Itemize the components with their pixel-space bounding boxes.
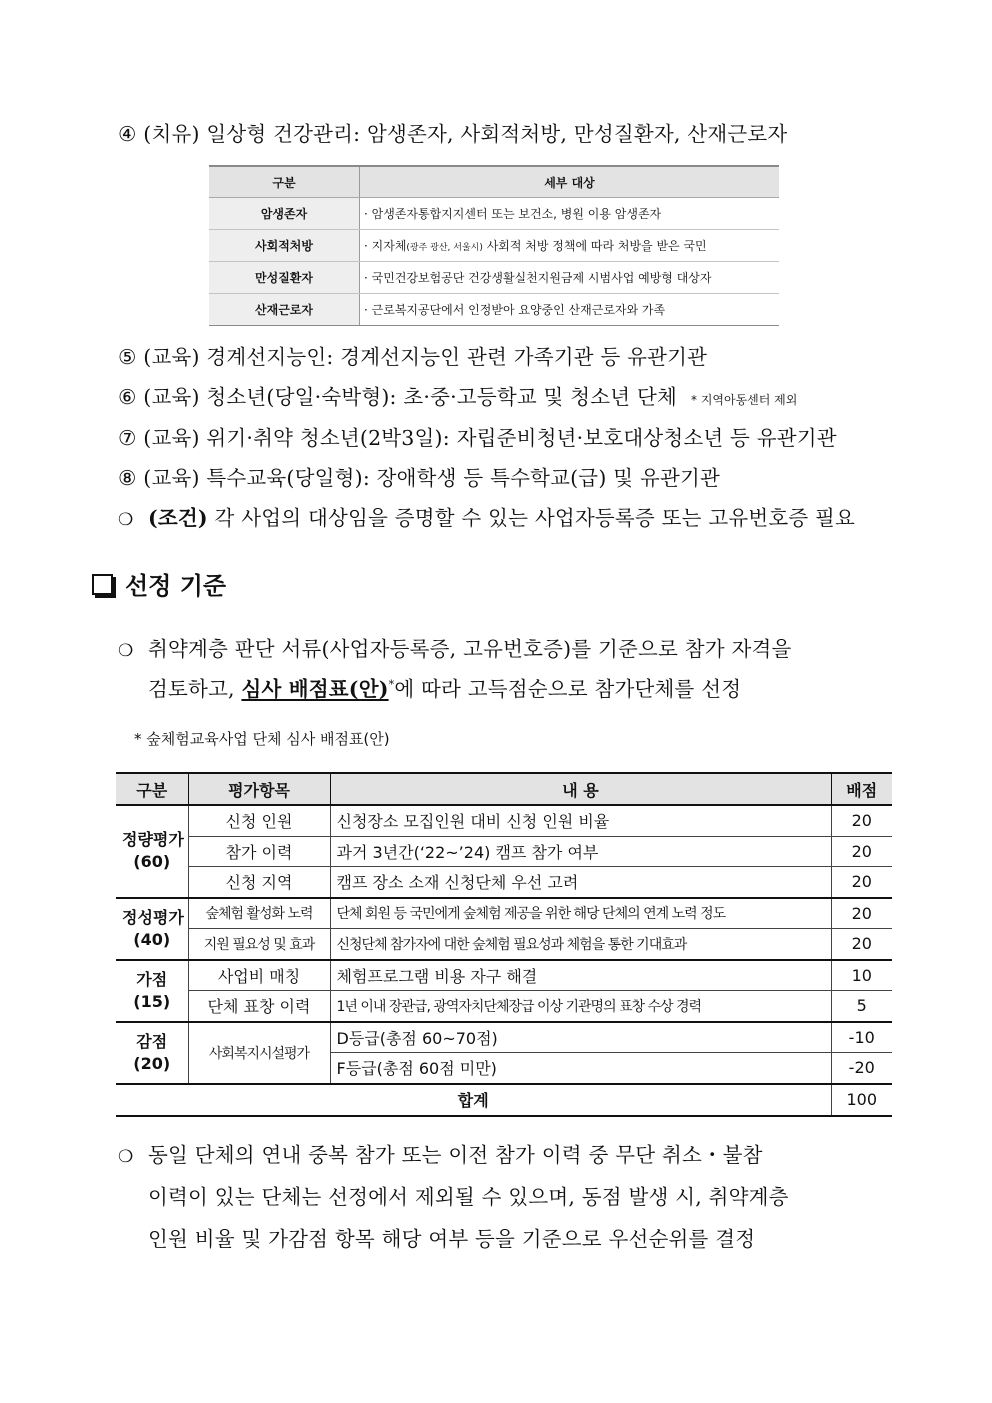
item-number: ⑧ xyxy=(118,466,137,490)
header-category: 구분 xyxy=(116,773,188,805)
eval-item: 지원 필요성 및 효과 xyxy=(188,929,330,960)
criteria-text-1: 취약계층 판단 서류(사업자등록증, 고유번호증)를 기준으로 참가 자격을 xyxy=(148,637,792,661)
total-score: 100 xyxy=(831,1084,892,1116)
target-table xyxy=(209,165,779,326)
row-value-small: (광주 광산, 서울시) xyxy=(406,243,483,253)
table-row xyxy=(116,836,892,867)
item-7 xyxy=(118,421,837,451)
table-row xyxy=(209,230,779,262)
total-label: 합계 xyxy=(116,1084,831,1116)
eval-score: 20 xyxy=(831,929,892,960)
eval-score: 20 xyxy=(831,805,892,836)
eval-score: -20 xyxy=(831,1053,892,1084)
row-value: · 국민건강보험공단 건강생활실천지원금제 시범사업 예방형 대상자 xyxy=(360,262,780,294)
item-text: (교육) 위기·취약 청소년(2박3일): 자립준비청년·보호대상청소년 등 유관기관 xyxy=(143,426,837,450)
table-row xyxy=(209,262,779,294)
condition-label: (조건) xyxy=(148,506,208,530)
score-table-header xyxy=(116,773,892,805)
item-number: ④ xyxy=(118,122,137,146)
item-note: * 지역아동센터 제외 xyxy=(691,393,798,407)
item-number: ⑤ xyxy=(118,345,137,369)
table-row xyxy=(116,898,892,929)
bullet-icon: ❍ xyxy=(118,1147,134,1167)
eval-score: -10 xyxy=(831,1022,892,1053)
table-row xyxy=(116,1022,892,1053)
bullet-icon: ❍ xyxy=(118,641,134,661)
eval-content: 캠프 장소 소재 신청단체 우선 고려 xyxy=(330,867,831,898)
eval-item: 사회복지시설평가 xyxy=(188,1022,330,1084)
item-5 xyxy=(118,340,707,370)
eval-score: 5 xyxy=(831,991,892,1022)
category-name: 감점 xyxy=(136,1031,168,1051)
category-bonus xyxy=(116,960,188,1022)
total-row xyxy=(116,1084,892,1116)
eval-content: 신청단체 참가자에 대한 숲체험 필요성과 체험을 통한 기대효과 xyxy=(330,929,831,960)
closing-text-1: 동일 단체의 연내 중복 참가 또는 이전 참가 이력 중 무단 취소・불참 xyxy=(148,1143,763,1167)
eval-score: 10 xyxy=(831,960,892,991)
criteria-line-2 xyxy=(148,672,741,702)
category-name: 정성평가 xyxy=(122,907,184,927)
eval-score: 20 xyxy=(831,836,892,867)
footnote-mark: * xyxy=(388,678,395,692)
eval-content: F등급(총점 60점 미만) xyxy=(330,1053,831,1084)
criteria-text-2-pre: 검토하고, xyxy=(148,677,242,701)
row-key: 암생존자 xyxy=(209,198,360,230)
table-row xyxy=(209,294,779,326)
item-8 xyxy=(118,461,720,491)
eval-item: 신청 인원 xyxy=(188,805,330,836)
eval-score: 20 xyxy=(831,867,892,898)
row-value xyxy=(360,230,780,262)
section-heading xyxy=(92,566,226,601)
item-text: (교육) 특수교육(당일형): 장애학생 등 특수학교(급) 및 유관기관 xyxy=(143,466,720,490)
category-points: (20) xyxy=(133,1053,171,1073)
row-value: · 근로복지공단에서 인정받아 요양중인 산재근로자와 가족 xyxy=(360,294,780,326)
eval-content: 과거 3년간(‘22~’24) 캠프 참가 여부 xyxy=(330,836,831,867)
category-name: 가점 xyxy=(136,969,168,989)
item-6 xyxy=(118,380,797,410)
category-qualitative xyxy=(116,898,188,960)
item-text: (교육) 청소년(당일·숙박형): 초·중·고등학교 및 청소년 단체 xyxy=(143,385,677,409)
score-table-link: 심사 배점표(안) xyxy=(241,677,389,701)
row-value: · 암생존자통합지지센터 또는 보건소, 병원 이용 암생존자 xyxy=(360,198,780,230)
header-category: 구분 xyxy=(209,166,360,198)
eval-item: 단체 표창 이력 xyxy=(188,991,330,1022)
item-4 xyxy=(118,117,787,147)
row-key: 만성질환자 xyxy=(209,262,360,294)
table-row xyxy=(116,867,892,898)
row-value-post: 사회적 처방 정책에 따라 처방을 받은 국민 xyxy=(482,239,707,253)
item-number: ⑥ xyxy=(118,385,137,409)
row-key: 산재근로자 xyxy=(209,294,360,326)
criteria-text-2-post: 에 따라 고득점순으로 참가단체를 선정 xyxy=(394,677,742,701)
closing-line-3: 인원 비율 및 가감점 항목 해당 여부 등을 기준으로 우선순위를 결정 xyxy=(148,1227,756,1251)
header-item: 평가항목 xyxy=(188,773,330,805)
category-name: 정량평가 xyxy=(122,830,184,850)
eval-content: 체험프로그램 비용 자구 해결 xyxy=(330,960,831,991)
header-detail: 세부 대상 xyxy=(360,166,780,198)
row-key: 사회적처방 xyxy=(209,230,360,262)
category-points: (60) xyxy=(133,852,171,872)
table-row xyxy=(116,960,892,991)
checkbox-icon xyxy=(92,574,113,595)
bullet-icon: ❍ xyxy=(118,510,134,530)
header-score: 배점 xyxy=(831,773,892,805)
eval-content: 단체 회원 등 국민에게 숲체험 제공을 위한 해당 단체의 연계 노력 정도 xyxy=(330,898,831,929)
category-penalty xyxy=(116,1022,188,1084)
item-number: ⑦ xyxy=(118,426,137,450)
footnote: * 숲체험교육사업 단체 심사 배점표(안) xyxy=(134,730,390,748)
table-row xyxy=(116,929,892,960)
section-title: 선정 기준 xyxy=(125,572,227,600)
eval-item: 참가 이력 xyxy=(188,836,330,867)
eval-score: 20 xyxy=(831,898,892,929)
criteria-line-1 xyxy=(118,632,792,662)
eval-content: 신청장소 모집인원 대비 신청 인원 비율 xyxy=(330,805,831,836)
eval-item: 사업비 매칭 xyxy=(188,960,330,991)
score-table xyxy=(116,772,892,1117)
header-content: 내 용 xyxy=(330,773,831,805)
table-row xyxy=(116,805,892,836)
table-row xyxy=(209,198,779,230)
closing-line-1 xyxy=(118,1138,763,1168)
closing-line-2: 이력이 있는 단체는 선정에서 제외될 수 있으며, 동점 발생 시, 취약계층 xyxy=(148,1185,789,1209)
target-table-header xyxy=(209,166,779,198)
item-text: (교육) 경계선지능인: 경계선지능인 관련 가족기관 등 유관기관 xyxy=(143,345,708,369)
eval-item: 숲체험 활성화 노력 xyxy=(188,898,330,929)
row-value-pre: · 지자체 xyxy=(364,239,407,253)
table-row xyxy=(116,991,892,1022)
eval-content: 1년 이내 장관급, 광역자치단체장급 이상 기관명의 표창 수상 경력 xyxy=(330,991,831,1022)
category-quantitative xyxy=(116,805,188,898)
eval-content: D등급(총점 60~70점) xyxy=(330,1022,831,1053)
eval-item: 신청 지역 xyxy=(188,867,330,898)
item-text: (치유) 일상형 건강관리: 암생존자, 사회적처방, 만성질환자, 산재근로자 xyxy=(143,122,788,146)
category-points: (40) xyxy=(133,929,171,949)
category-points: (15) xyxy=(133,991,171,1011)
condition-text: 각 사업의 대상임을 증명할 수 있는 사업자등록증 또는 고유번호증 필요 xyxy=(207,506,856,530)
condition-line xyxy=(118,501,855,531)
